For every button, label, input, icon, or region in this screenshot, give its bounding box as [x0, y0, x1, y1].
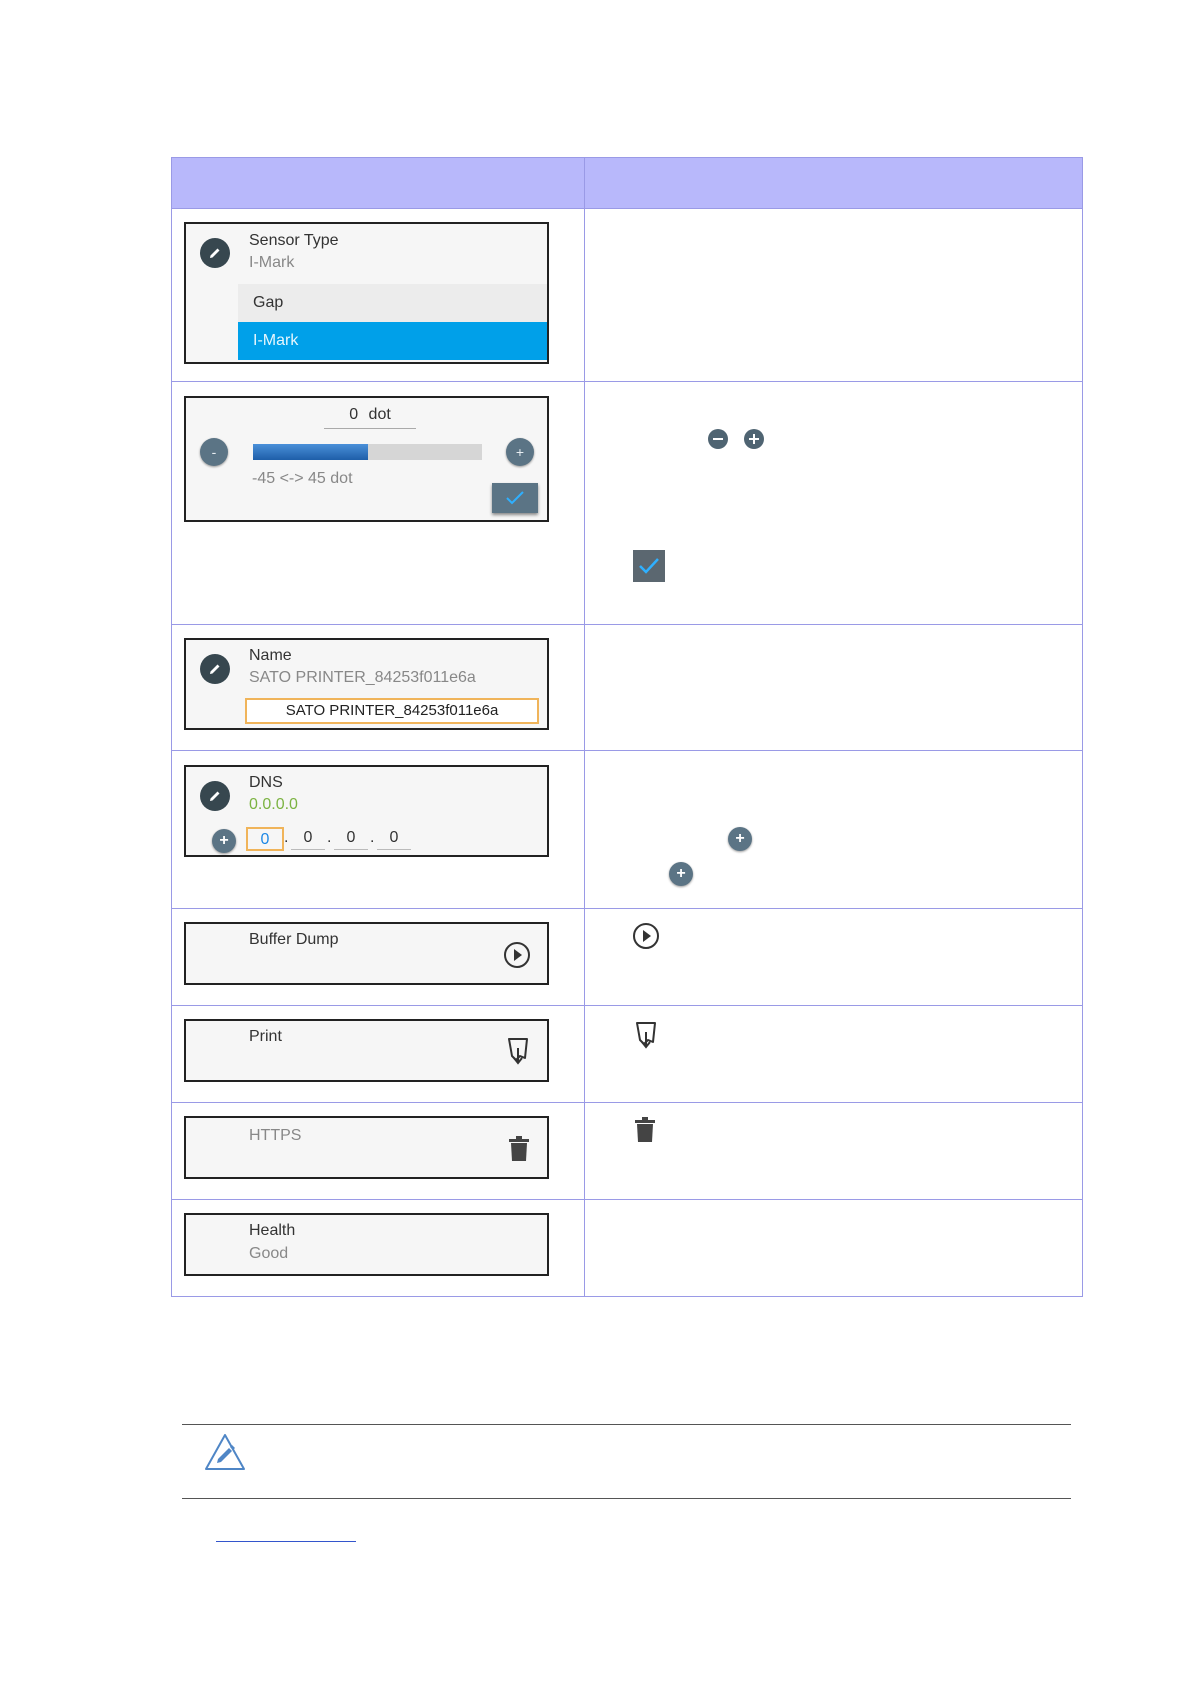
dns-panel — [184, 765, 549, 857]
table-row — [172, 751, 1083, 909]
ip-segment-4[interactable]: 0 — [377, 827, 411, 850]
table-cell — [585, 909, 1083, 1006]
slider-value-display — [324, 402, 416, 429]
table-cell — [585, 382, 1083, 625]
play-circle-icon — [632, 922, 660, 950]
sensor-type-value: I-Mark — [249, 254, 295, 271]
ip-separator: . — [370, 829, 375, 846]
option-gap[interactable]: Gap — [238, 284, 547, 322]
table-cell — [585, 1006, 1083, 1103]
ip-segment-2[interactable]: 0 — [291, 827, 325, 850]
note-bottom-rule — [182, 1498, 1071, 1499]
table-cell — [585, 1103, 1083, 1200]
link-underline[interactable] — [216, 1541, 356, 1542]
trash-icon — [634, 1117, 656, 1143]
table-cell — [585, 751, 1083, 909]
offset-slider-panel — [184, 396, 549, 522]
table-header-row — [172, 158, 1083, 209]
table-row — [172, 209, 1083, 382]
sensor-type-panel — [184, 222, 549, 364]
check-icon — [633, 550, 665, 582]
https-panel — [184, 1116, 549, 1179]
table-cell — [585, 625, 1083, 751]
table-cell — [585, 1200, 1083, 1297]
health-panel — [184, 1213, 549, 1276]
table-cell — [172, 751, 585, 909]
confirm-button[interactable] — [492, 483, 538, 513]
option-i-mark-selected[interactable]: I-Mark — [238, 322, 547, 360]
pencil-icon[interactable] — [200, 781, 230, 811]
table-cell — [172, 1006, 585, 1103]
health-value: Good — [249, 1245, 289, 1262]
plus-button[interactable]: + — [506, 438, 534, 466]
print-panel — [184, 1019, 549, 1082]
name-panel — [184, 638, 549, 730]
name-input[interactable]: SATO PRINTER_84253f011e6a — [245, 698, 539, 724]
plus-circle-icon — [744, 429, 764, 449]
header-cell-right — [585, 158, 1083, 209]
minus-button[interactable]: - — [200, 438, 228, 466]
ip-segment-1[interactable]: 0 — [246, 827, 284, 851]
table-cell — [172, 1103, 585, 1200]
ip-separator: . — [284, 829, 289, 846]
settings-table — [171, 157, 1083, 1297]
table-row — [172, 1006, 1083, 1103]
slider-unit: dot — [368, 406, 391, 423]
plus-circle-icon: + — [669, 862, 693, 886]
name-label: Name — [249, 647, 292, 664]
https-label: HTTPS — [249, 1127, 302, 1144]
table-row — [172, 625, 1083, 751]
print-label: Print — [249, 1028, 282, 1045]
print-icon[interactable] — [505, 1036, 531, 1066]
table-row — [172, 1200, 1083, 1297]
dns-add-button[interactable]: + — [212, 829, 236, 853]
dns-label: DNS — [249, 774, 283, 791]
buffer-dump-label: Buffer Dump — [249, 931, 339, 948]
table-row — [172, 909, 1083, 1006]
ip-segment-3[interactable]: 0 — [334, 827, 368, 850]
table-cell — [172, 909, 585, 1006]
play-circle-icon[interactable] — [503, 941, 531, 969]
table-row — [172, 1103, 1083, 1200]
table-cell — [172, 209, 585, 382]
name-value: SATO PRINTER_84253f011e6a — [249, 669, 476, 686]
ip-separator: . — [327, 829, 332, 846]
slider-range-text: -45 <-> 45 dot — [252, 470, 353, 487]
table-cell — [172, 1200, 585, 1297]
header-cell-left — [172, 158, 585, 209]
slider-fill — [253, 444, 368, 460]
table-cell — [172, 382, 585, 625]
pencil-icon[interactable] — [200, 238, 230, 268]
plus-circle-icon: + — [728, 827, 752, 851]
note-pencil-icon — [203, 1432, 247, 1472]
check-icon — [505, 490, 525, 506]
buffer-dump-panel — [184, 922, 549, 985]
slider-track[interactable] — [253, 444, 482, 460]
trash-icon[interactable] — [508, 1136, 530, 1162]
table-cell — [172, 625, 585, 751]
pencil-icon[interactable] — [200, 654, 230, 684]
health-label: Health — [249, 1222, 296, 1239]
print-icon — [633, 1020, 659, 1050]
slider-value: 0 — [349, 406, 359, 423]
table-cell — [585, 209, 1083, 382]
note-top-rule — [182, 1424, 1071, 1425]
minus-circle-icon — [708, 429, 728, 449]
sensor-type-label: Sensor Type — [249, 232, 339, 249]
dns-value: 0.0.0.0 — [249, 796, 298, 813]
table-row — [172, 382, 1083, 625]
